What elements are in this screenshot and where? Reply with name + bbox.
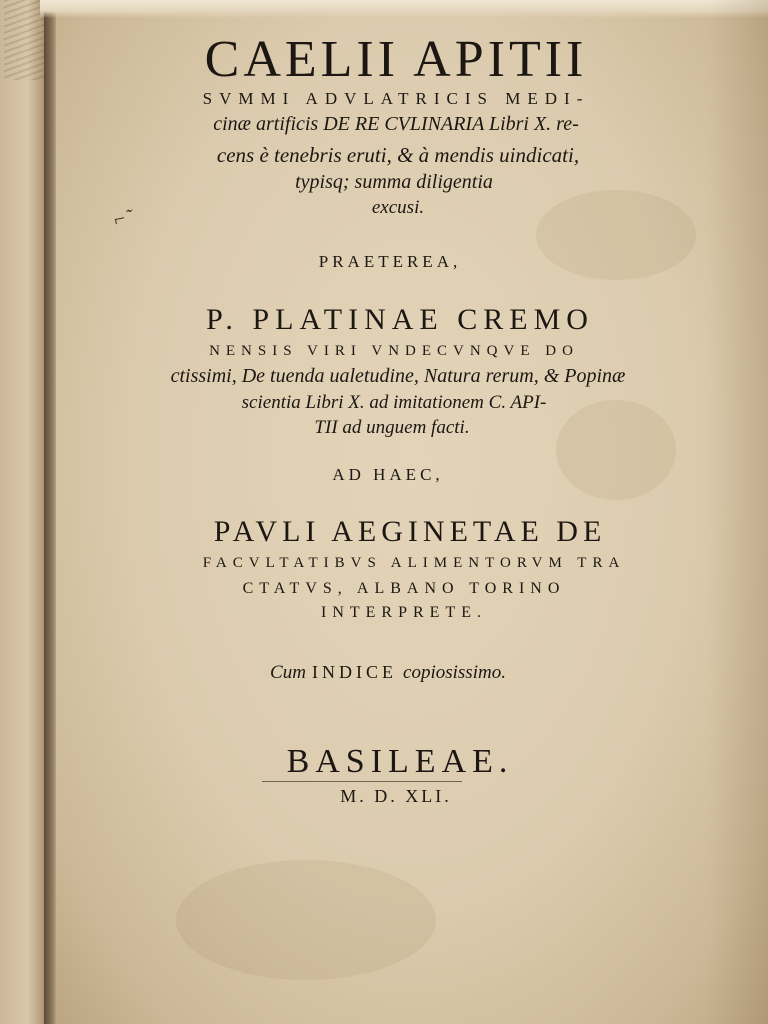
imprint-place: BASILEAE. — [286, 743, 514, 780]
title-text-line: excusi. — [371, 197, 425, 218]
index-caps: INDICE — [311, 662, 397, 682]
paulus-subtitle-line: CTATVS, ALBANO TORINO — [242, 580, 566, 597]
title-text-line: cinæ artificis DE RE CVLINARIA Libri X. re- — [213, 113, 579, 135]
platina-subtitle-line: NENSIS VIRI VNDECVNQVE DO — [209, 343, 579, 359]
author-title: CAELII APITII — [204, 31, 588, 88]
title-text-line: typisq; summa diligentia — [295, 171, 493, 193]
platina-text-line: TII ad unguem facti. — [314, 417, 470, 438]
paper-stain — [176, 860, 436, 980]
imprint-year: M. D. XLI. — [340, 786, 452, 806]
paulus-title: PAVLI AEGINETAE DE — [213, 515, 607, 548]
title-subtitle-line: SVMMI ADVLATRICIS MEDI- — [202, 89, 590, 108]
index-line — [0, 661, 768, 684]
margin-pen-mark: ⌐˜ — [110, 205, 135, 232]
section-heading-ad-haec: AD HAEC, — [332, 465, 444, 484]
paulus-subtitle-line: INTERPRETE. — [321, 604, 487, 621]
section-heading-praeterea: PRAETEREA, — [318, 252, 462, 271]
index-suffix: copiosissimo. — [403, 662, 506, 683]
platina-text-line: scientia Libri X. ad imitationem C. API- — [241, 392, 547, 413]
imprint-rule — [262, 781, 462, 782]
platina-text-line: ctissimi, De tuenda ualetudine, Natura rerum, & Popinæ — [170, 365, 626, 387]
page-top-edge — [40, 0, 768, 18]
title-text-line: cens è tenebris eruti, & à mendis uindicati, — [216, 143, 580, 167]
paper-stain — [556, 400, 676, 500]
paulus-subtitle-line: FACVLTATIBVS ALIMENTORVM TRA — [202, 555, 626, 571]
index-prefix: Cum — [270, 662, 306, 683]
platina-title: P. PLATINAE CREMO — [206, 303, 594, 336]
